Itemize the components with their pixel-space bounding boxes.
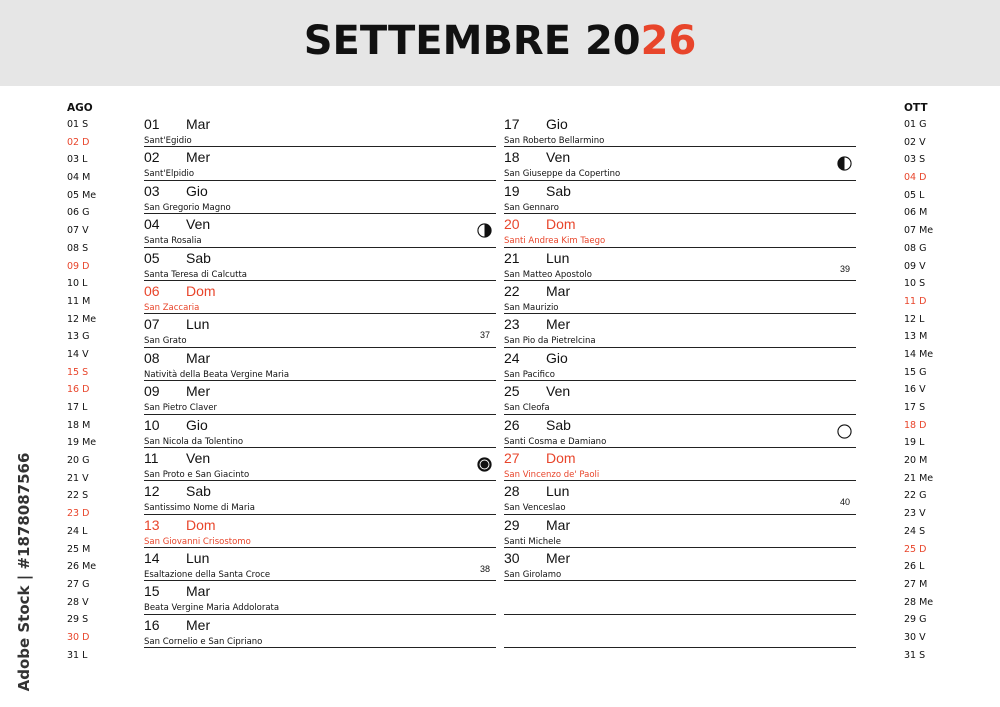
day-number: 27 bbox=[504, 449, 520, 466]
day-row bbox=[504, 381, 856, 414]
day-number: 25 bbox=[504, 383, 520, 400]
saint-name: San Cornelio e San Cipriano bbox=[144, 636, 263, 647]
title-month-year: SETTEMBRE 20 bbox=[303, 18, 641, 64]
stock-watermark bbox=[12, 452, 36, 695]
next-month-column bbox=[904, 100, 964, 664]
saint-name: San Giuseppe da Copertino bbox=[504, 169, 621, 180]
mini-day: 26 Me bbox=[67, 561, 97, 573]
mini-day: 09 D bbox=[67, 260, 90, 272]
day-row bbox=[504, 214, 856, 247]
day-number: 18 bbox=[504, 149, 520, 166]
week-number: 37 bbox=[479, 330, 490, 341]
day-number: 13 bbox=[144, 516, 160, 533]
mini-day: 19 Me bbox=[67, 437, 97, 449]
mini-day: 11 M bbox=[67, 295, 91, 307]
weekday: Mer bbox=[546, 316, 571, 333]
day-row bbox=[504, 147, 856, 180]
day-number: 08 bbox=[144, 349, 160, 366]
mini-day: 27 M bbox=[904, 578, 928, 590]
day-row bbox=[144, 114, 496, 147]
day-number: 09 bbox=[144, 383, 160, 400]
day-number: 23 bbox=[504, 316, 520, 333]
day-row bbox=[504, 448, 856, 481]
weekday: Mar bbox=[186, 583, 211, 600]
saint-name: San Vincenzo de' Paoli bbox=[504, 469, 600, 480]
day-number: 01 bbox=[144, 116, 160, 132]
mini-day: 21 V bbox=[67, 472, 89, 484]
mini-day: 31 S bbox=[904, 649, 926, 661]
previous-month-label: AGO bbox=[67, 102, 93, 114]
day-row bbox=[144, 515, 496, 548]
mini-day: 24 S bbox=[904, 525, 926, 537]
mini-day: 15 G bbox=[904, 366, 927, 378]
day-row bbox=[144, 415, 496, 448]
day-row bbox=[144, 615, 496, 648]
day-number: 21 bbox=[504, 249, 520, 266]
saint-name: San Gregorio Magno bbox=[144, 202, 231, 213]
day-number: 02 bbox=[144, 149, 160, 166]
saint-name: San Pietro Claver bbox=[144, 403, 218, 414]
weekday: Gio bbox=[546, 349, 568, 366]
mini-day: 16 V bbox=[904, 384, 926, 396]
saint-name: San Proto e San Giacinto bbox=[144, 469, 250, 480]
day-row bbox=[144, 314, 496, 347]
weekday: Gio bbox=[186, 416, 208, 433]
day-number: 20 bbox=[504, 216, 520, 233]
saint-name: Santi Andrea Kim Taego bbox=[504, 236, 606, 247]
first-quarter-moon-icon bbox=[477, 223, 492, 238]
last-quarter-moon-icon bbox=[837, 156, 852, 171]
mini-day: 05 Me bbox=[67, 189, 97, 201]
saint-name: Santi Michele bbox=[504, 536, 561, 547]
day-number: 03 bbox=[144, 182, 160, 199]
mini-day: 19 L bbox=[904, 437, 925, 449]
day-row bbox=[504, 548, 856, 581]
mini-day: 20 G bbox=[67, 455, 90, 467]
mini-day: 23 V bbox=[904, 508, 926, 520]
saint-name: San Cleofa bbox=[504, 403, 550, 414]
day-row bbox=[504, 181, 856, 214]
weekday: Lun bbox=[186, 550, 210, 567]
weekday: Mer bbox=[186, 149, 211, 166]
saint-name: San Matteo Apostolo bbox=[504, 269, 592, 280]
mini-day: 07 Me bbox=[904, 225, 934, 237]
day-row bbox=[144, 381, 496, 414]
mini-day: 21 Me bbox=[904, 472, 934, 484]
weekday: Sab bbox=[546, 182, 571, 199]
saint-name: San Grato bbox=[144, 336, 187, 347]
day-number: 06 bbox=[144, 282, 160, 299]
mini-day: 02 D bbox=[67, 136, 90, 148]
page-title bbox=[0, 18, 1000, 64]
weekday: Mar bbox=[186, 349, 211, 366]
mini-day: 29 G bbox=[904, 614, 927, 626]
mini-day: 02 V bbox=[904, 136, 926, 148]
saint-name: Beata Vergine Maria Addolorata bbox=[144, 603, 280, 614]
mini-day: 26 L bbox=[904, 561, 925, 573]
days-column-left bbox=[144, 114, 496, 648]
saint-name: Natività della Beata Vergine Maria bbox=[144, 369, 290, 380]
saint-name: San Gennaro bbox=[504, 202, 560, 213]
mini-day: 13 M bbox=[904, 331, 928, 343]
weekday: Lun bbox=[546, 483, 570, 500]
day-number: 14 bbox=[144, 550, 160, 567]
day-row bbox=[504, 615, 856, 648]
mini-day: 03 L bbox=[67, 154, 88, 166]
mini-day: 23 D bbox=[67, 508, 90, 520]
mini-day: 28 Me bbox=[904, 596, 934, 608]
day-number: 11 bbox=[144, 449, 159, 466]
new-moon-icon bbox=[477, 457, 492, 472]
weekday: Dom bbox=[186, 282, 216, 299]
saint-name: San Giovanni Crisostomo bbox=[144, 536, 251, 547]
saint-name: Esaltazione della Santa Croce bbox=[144, 570, 271, 581]
mini-day: 27 G bbox=[67, 578, 90, 590]
weekday: Ven bbox=[186, 216, 211, 233]
saint-name: San Roberto Bellarmino bbox=[504, 136, 605, 146]
mini-day: 15 S bbox=[67, 366, 89, 378]
full-moon-icon bbox=[837, 424, 852, 439]
mini-day: 28 V bbox=[67, 596, 89, 608]
mini-day: 25 M bbox=[67, 543, 91, 555]
weekday: Mer bbox=[186, 383, 211, 400]
next-month-label: OTT bbox=[904, 102, 928, 114]
day-row bbox=[144, 281, 496, 314]
weekday: Sab bbox=[186, 249, 211, 266]
day-number: 24 bbox=[504, 349, 520, 366]
mini-day: 04 M bbox=[67, 172, 91, 184]
mini-day: 31 L bbox=[67, 649, 88, 661]
mini-day: 30 V bbox=[904, 631, 926, 643]
saint-name: San Pio da Pietrelcina bbox=[504, 336, 596, 347]
day-row bbox=[144, 348, 496, 381]
days-column-right bbox=[504, 114, 856, 648]
day-row bbox=[504, 415, 856, 448]
saint-name: Santissimo Nome di Maria bbox=[144, 503, 255, 514]
day-row bbox=[144, 248, 496, 281]
day-number: 16 bbox=[144, 616, 160, 633]
mini-day: 08 S bbox=[67, 242, 89, 254]
mini-day: 08 G bbox=[904, 242, 927, 254]
mini-day: 29 S bbox=[67, 614, 89, 626]
saint-name: San Zaccaria bbox=[144, 302, 200, 313]
mini-day: 12 L bbox=[904, 313, 925, 325]
weekday: Dom bbox=[546, 449, 576, 466]
saint-name: Sant'Egidio bbox=[144, 136, 192, 146]
mini-day: 06 M bbox=[904, 207, 928, 219]
saint-name: San Girolamo bbox=[504, 570, 562, 581]
previous-month-day-list bbox=[67, 116, 127, 664]
weekday: Mer bbox=[186, 616, 211, 633]
weekday: Ven bbox=[546, 383, 571, 400]
weekday: Gio bbox=[546, 116, 568, 132]
day-number: 10 bbox=[144, 416, 160, 433]
mini-day: 01 G bbox=[904, 119, 927, 130]
mini-day: 24 L bbox=[67, 525, 88, 537]
saint-name: Santa Teresa di Calcutta bbox=[144, 269, 247, 280]
weekday: Lun bbox=[546, 249, 570, 266]
mini-day: 03 S bbox=[904, 154, 926, 166]
saint-name: San Nicola da Tolentino bbox=[144, 436, 244, 447]
weekday: Ven bbox=[186, 449, 211, 466]
day-row bbox=[504, 281, 856, 314]
day-number: 07 bbox=[144, 316, 160, 333]
weekday: Ven bbox=[546, 149, 571, 166]
mini-day: 06 G bbox=[67, 207, 90, 219]
weekday: Sab bbox=[186, 483, 211, 500]
mini-day: 25 D bbox=[904, 543, 927, 555]
day-number: 26 bbox=[504, 416, 520, 433]
mini-day: 10 S bbox=[904, 278, 926, 290]
mini-day: 04 D bbox=[904, 172, 927, 184]
day-number: 05 bbox=[144, 249, 160, 266]
mini-day: 01 S bbox=[67, 119, 89, 130]
saint-name: Santi Cosma e Damiano bbox=[504, 436, 607, 447]
mini-day: 05 L bbox=[904, 189, 925, 201]
day-number: 12 bbox=[144, 483, 160, 500]
day-row bbox=[504, 314, 856, 347]
day-number: 30 bbox=[504, 550, 520, 567]
weekday: Sab bbox=[546, 416, 571, 433]
mini-day: 20 M bbox=[904, 455, 928, 467]
day-row bbox=[504, 114, 856, 147]
mini-day: 11 D bbox=[904, 295, 927, 307]
mini-day: 10 L bbox=[67, 278, 88, 290]
weekday: Dom bbox=[546, 216, 576, 233]
mini-day: 07 V bbox=[67, 225, 89, 237]
mini-day: 18 M bbox=[67, 419, 91, 431]
previous-month-column bbox=[67, 100, 127, 664]
mini-day: 12 Me bbox=[67, 313, 97, 325]
day-row bbox=[144, 214, 496, 247]
day-row bbox=[144, 581, 496, 614]
mini-day: 09 V bbox=[904, 260, 926, 272]
day-number: 15 bbox=[144, 583, 160, 600]
week-number: 39 bbox=[839, 263, 850, 274]
day-number: 28 bbox=[504, 483, 520, 500]
weekday: Mer bbox=[546, 550, 571, 567]
day-row bbox=[144, 181, 496, 214]
mini-day: 16 D bbox=[67, 384, 90, 396]
weekday: Mar bbox=[546, 282, 571, 299]
saint-name: San Maurizio bbox=[504, 302, 559, 313]
day-row bbox=[144, 147, 496, 180]
watermark-text: Adobe Stock | #1878087566 bbox=[15, 452, 33, 692]
day-number: 29 bbox=[504, 516, 520, 533]
day-row bbox=[504, 348, 856, 381]
mini-day: 14 V bbox=[67, 348, 89, 360]
mini-day: 14 Me bbox=[904, 348, 934, 360]
day-number: 04 bbox=[144, 216, 160, 233]
mini-day: 30 D bbox=[67, 631, 90, 643]
mini-day: 13 G bbox=[67, 331, 90, 343]
saint-name: Santa Rosalia bbox=[144, 236, 202, 247]
mini-day: 22 G bbox=[904, 490, 927, 502]
week-number: 40 bbox=[839, 497, 850, 508]
day-number: 17 bbox=[504, 116, 520, 132]
saint-name: San Venceslao bbox=[504, 503, 566, 514]
weekday: Lun bbox=[186, 316, 210, 333]
weekday: Mar bbox=[546, 516, 571, 533]
day-number: 22 bbox=[504, 282, 520, 299]
day-row bbox=[144, 448, 496, 481]
mini-day: 17 S bbox=[904, 402, 926, 413]
week-number: 38 bbox=[479, 564, 490, 575]
mini-day: 17 L bbox=[67, 402, 88, 413]
day-row bbox=[144, 548, 496, 581]
day-row bbox=[144, 481, 496, 514]
day-row bbox=[504, 515, 856, 548]
weekday: Mar bbox=[186, 116, 211, 132]
weekday: Dom bbox=[186, 516, 216, 533]
day-row bbox=[504, 481, 856, 514]
next-month-day-list bbox=[904, 116, 964, 664]
saint-name: Sant'Elpidio bbox=[144, 169, 195, 180]
saint-name: San Pacifico bbox=[504, 369, 555, 380]
day-row bbox=[504, 248, 856, 281]
weekday: Gio bbox=[186, 182, 208, 199]
mini-day: 22 S bbox=[67, 490, 89, 502]
title-year-accent: 26 bbox=[640, 18, 697, 64]
day-number: 19 bbox=[504, 182, 520, 199]
mini-day: 18 D bbox=[904, 419, 927, 431]
day-row bbox=[504, 581, 856, 614]
